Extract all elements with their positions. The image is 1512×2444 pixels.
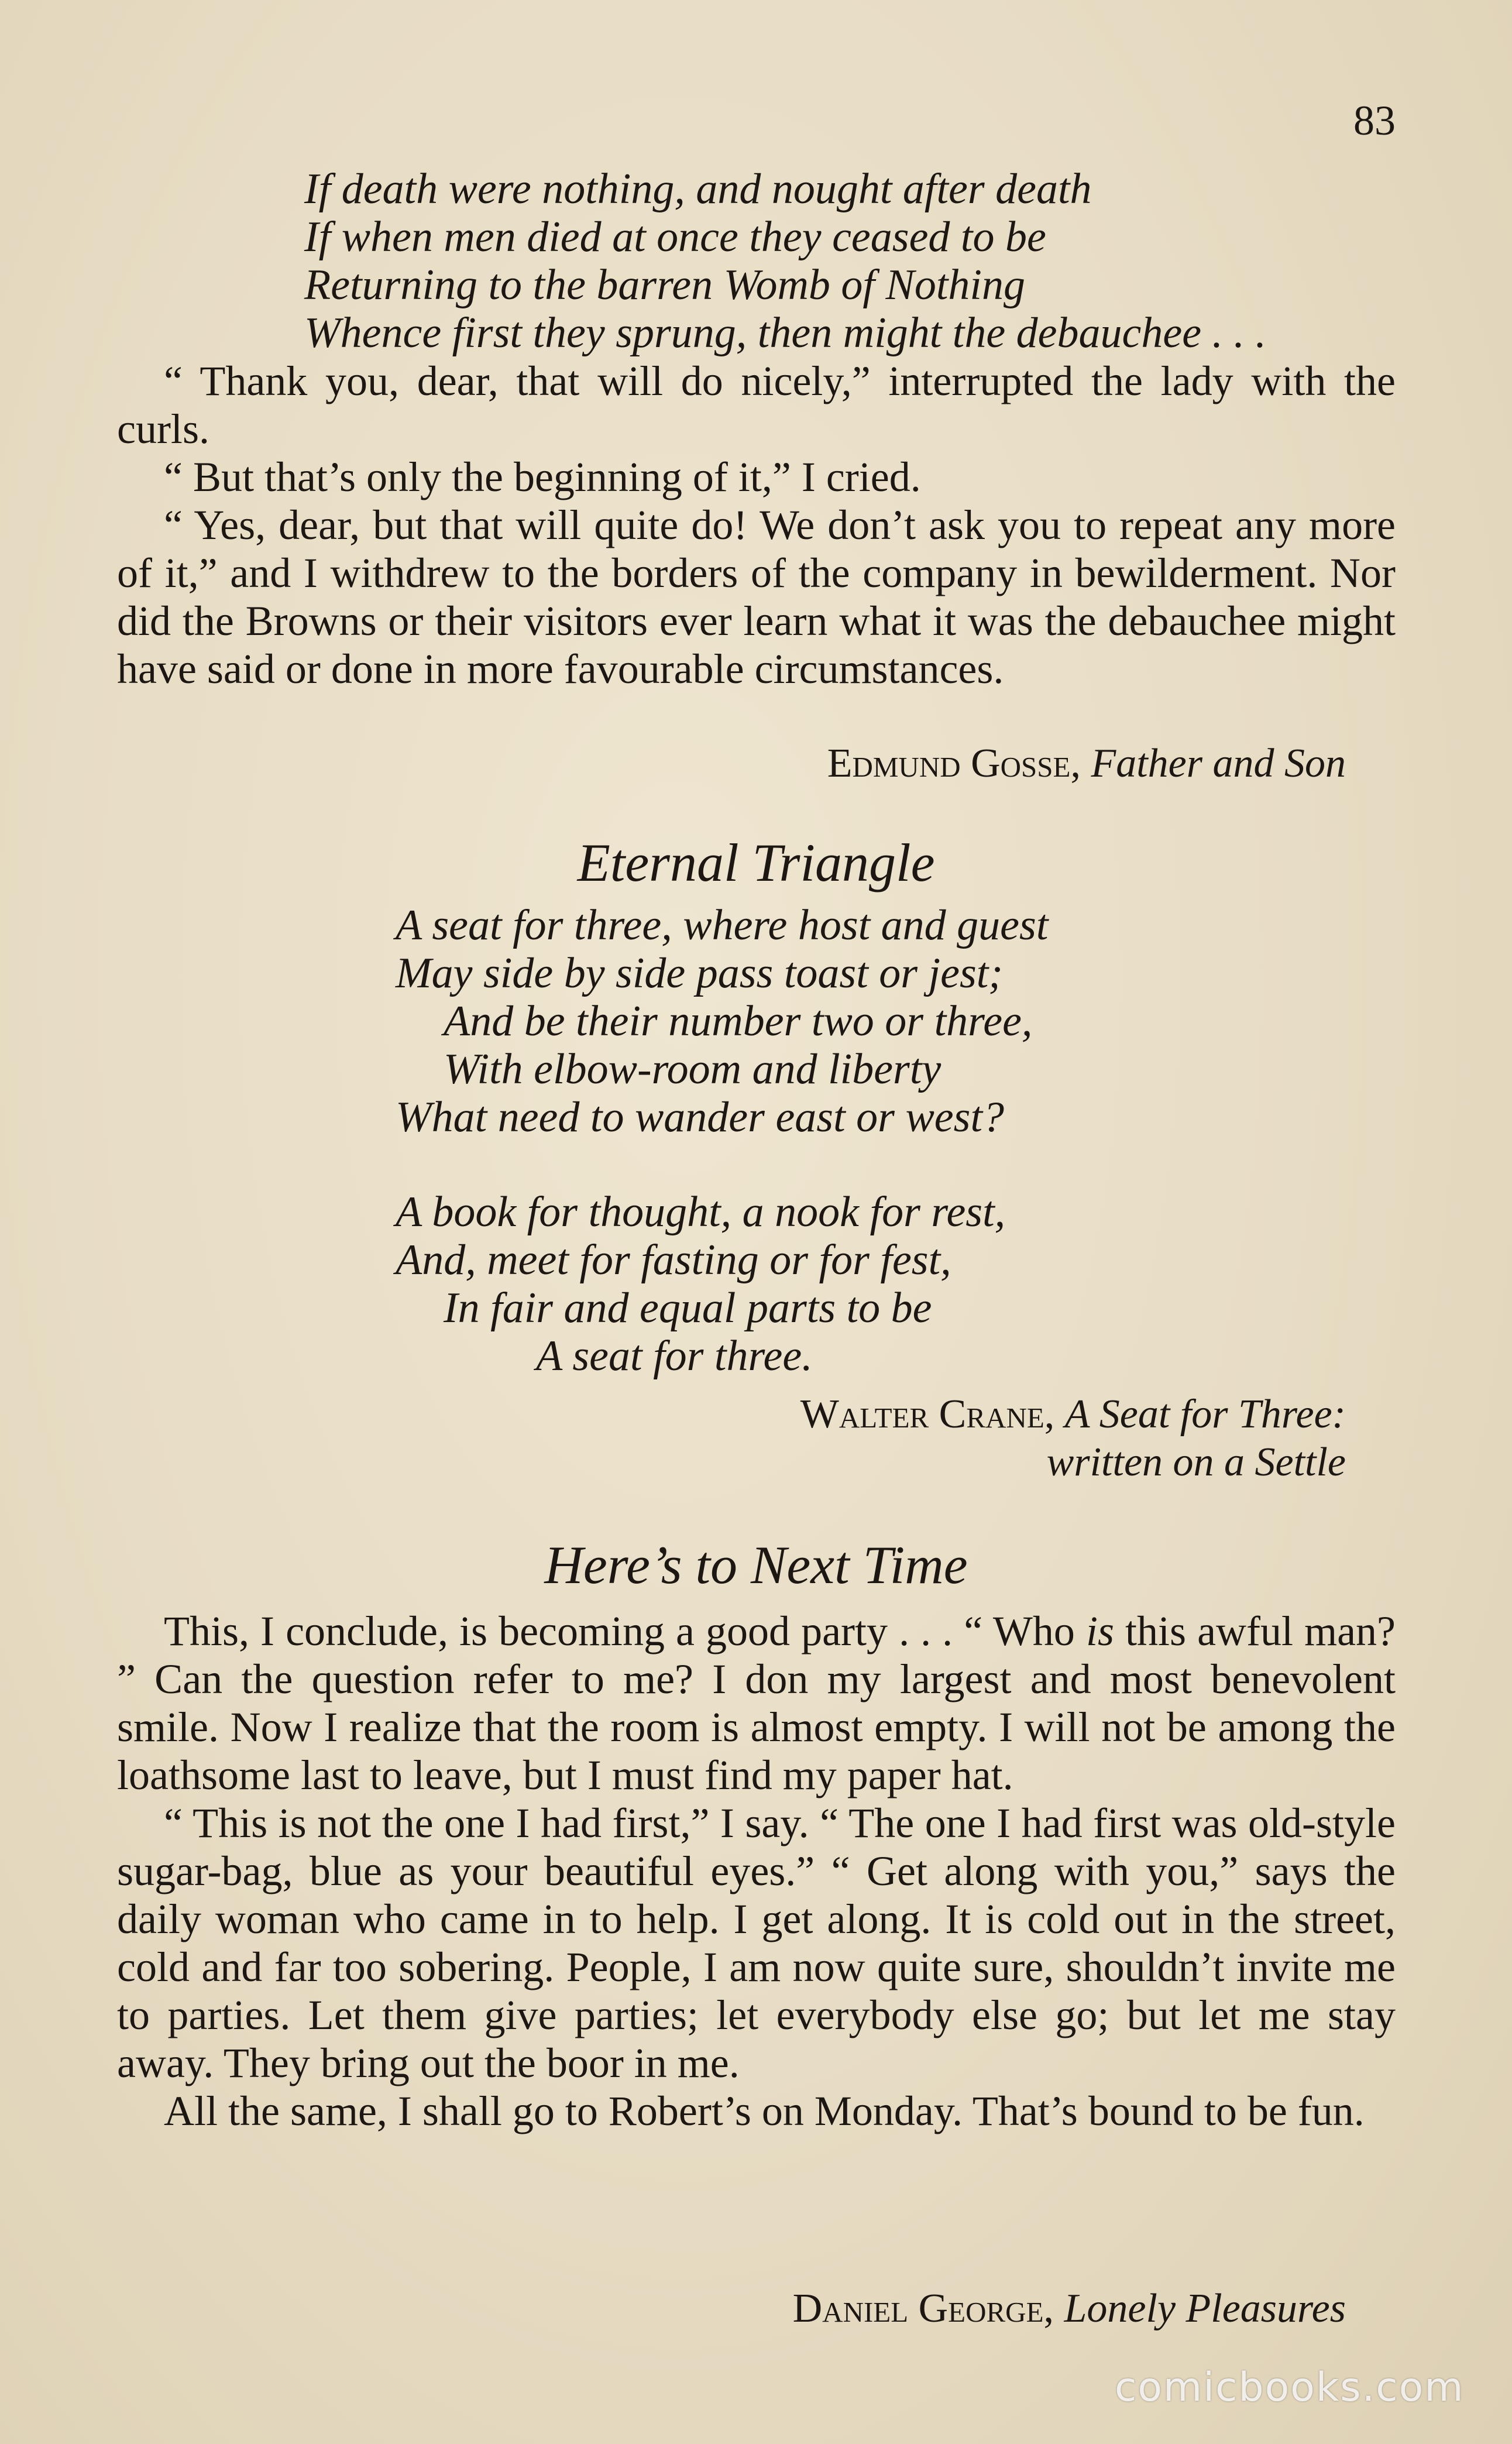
paragraph: All the same, I shall go to Robert’s on Monday. That’s bound to be fun. [164, 2088, 1365, 2134]
attribution-author: Edmund Gosse, [827, 741, 1081, 786]
attribution-work: written on a Settle [1046, 1440, 1346, 1485]
eternal-triangle-stanza-1 [396, 901, 1048, 1141]
gosse-passage [117, 357, 1396, 693]
verse-line: Whence first they sprung, then might the debauchee . . . [304, 309, 1267, 357]
section-title-next-time [0, 1536, 1512, 1594]
verse-line: In fair and equal parts to be [444, 1284, 932, 1332]
attribution-work: Lonely Pleasures [1064, 2286, 1346, 2331]
verse-line: If death were nothing, and nought after death [304, 165, 1092, 213]
verse-line: May side by side pass toast or jest; [396, 949, 1003, 997]
crane-attribution [800, 1391, 1346, 1487]
eternal-triangle-stanza-2 [396, 1188, 1005, 1380]
verse-line: A seat for three, where host and guest [396, 901, 1049, 949]
attribution-work: A Seat for Three: [1064, 1392, 1346, 1437]
verse-line: And, meet for fasting or for fest, [396, 1236, 951, 1284]
verse-line: Returning to the barren Womb of Nothing [304, 261, 1025, 309]
paragraph: “ Yes, dear, but that will quite do! We don’t ask you to repeat any more of it,” and I withdrew to the borders of the company in bewilderment. Nor did the Browns or their visitors ever learn what it was the debauchee might have said or done in more favourable circumstances. [117, 502, 1396, 692]
opening-verse [304, 165, 1266, 357]
verse-line: A seat for three. [536, 1332, 813, 1380]
gosse-attribution [827, 740, 1346, 788]
section-title-eternal-triangle [0, 833, 1512, 892]
attribution-author: Daniel George, [792, 2286, 1054, 2331]
george-attribution [793, 2285, 1346, 2333]
section-title-text: Eternal Triangle [577, 833, 935, 893]
paragraph-text: this awful man? ” Can the question refer to me? I don my largest and most benevolent smile. Now I realize that the room is almost empty. I will not be among the loathsome last to leave, but I must find my paper hat. [117, 1608, 1396, 1798]
verse-line: With elbow-room and liberty [444, 1045, 941, 1093]
attribution-line [800, 1439, 1346, 1487]
paragraph-text: This, I conclude, is becoming a good party . . . “ Who [164, 1608, 1086, 1654]
attribution-line [800, 1391, 1346, 1439]
emphasis: is [1085, 1608, 1114, 1654]
paragraph: “ Thank you, dear, that will do nicely,” interrupted the lady with the curls. [117, 358, 1396, 452]
watermark: comicbooks.com [1115, 2364, 1465, 2411]
verse-line: A book for thought, a nook for rest, [396, 1188, 1006, 1236]
paragraph [117, 1607, 1396, 1799]
next-time-passage [117, 1607, 1396, 2135]
section-title-text: Here’s to Next Time [544, 1535, 968, 1595]
verse-line: What need to wander east or west? [396, 1093, 1005, 1141]
attribution-author: Walter Crane, [800, 1392, 1055, 1437]
verse-line: And be their number two or three, [444, 997, 1033, 1045]
paragraph: “ This is not the one I had first,” I say. “ The one I had first was old-style sugar-bag, blue as your beautiful eyes.” “ Get along with you,” says the daily woman who came in to help. I get along. It is cold out in the street, cold and far too sobering. People, I am now quite sure, shouldn’t invite me to parties. Let them give parties; let everybody else go; but let me stay away. They bring out the boor in me. [117, 1800, 1396, 2086]
paragraph: “ But that’s only the beginning of it,” I cried. [164, 454, 921, 500]
attribution-work: Father and Son [1091, 741, 1346, 786]
page-number: 83 [1353, 97, 1396, 144]
verse-line: If when men died at once they ceased to be [304, 213, 1046, 261]
